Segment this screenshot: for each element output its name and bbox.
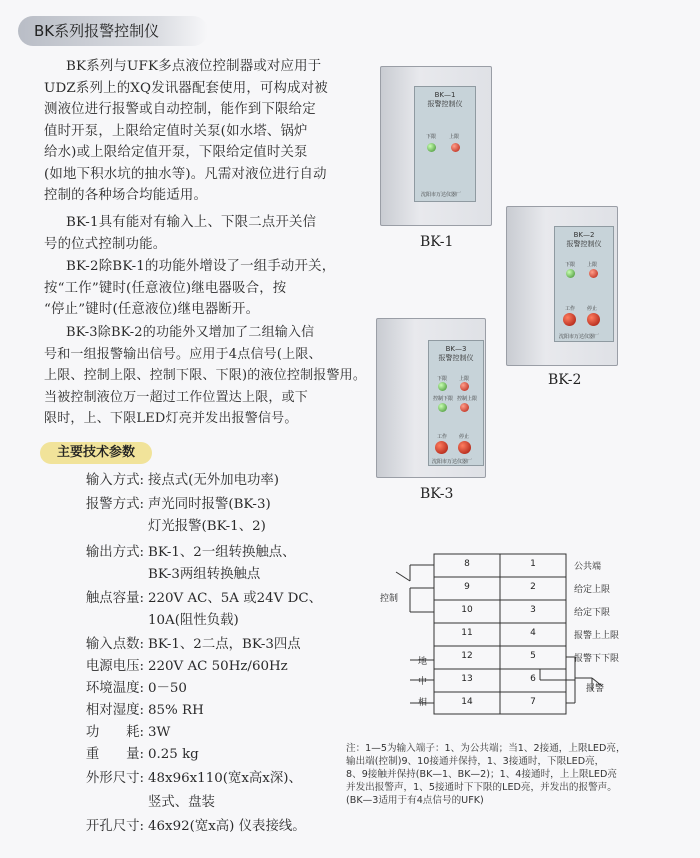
terminal-number: 10 bbox=[461, 605, 473, 615]
note-line: 并发出报警声，1、5接通时下下限的LED亮，并发出的报警声。 bbox=[346, 782, 617, 793]
work-button-icon bbox=[435, 441, 448, 454]
stop-button-icon bbox=[458, 441, 471, 454]
spec-value: BK-3两组转换触点 bbox=[148, 567, 261, 582]
spec-row bbox=[0, 494, 700, 516]
device-front-panel bbox=[554, 226, 614, 342]
bk1-description bbox=[44, 212, 316, 255]
spec-label: 电源电压: bbox=[85, 659, 144, 674]
bk3-desc-line: 当被控制液位万一超过工作位置达上限，或下 bbox=[44, 389, 309, 405]
device-subtitle: 报警控制仪 bbox=[438, 354, 474, 362]
led-label: 下限 bbox=[437, 376, 448, 382]
terminal-number: 7 bbox=[530, 697, 536, 707]
maker-label: 沈阳市万达仪器厂 bbox=[559, 334, 600, 340]
terminal-number: 14 bbox=[461, 697, 473, 707]
led-label: 上限 bbox=[459, 376, 470, 382]
bk2-desc-line: BK-2除BK-1的功能外增设了一组手动开关， bbox=[66, 259, 336, 274]
maker-label: 沈阳市万达仪器厂 bbox=[421, 192, 462, 198]
note-line: 注：1—5为输入端子：1、为公共端；当1、2接通，上限LED亮， bbox=[346, 743, 626, 754]
spec-value: 声光同时报警(BK-3) bbox=[148, 497, 271, 512]
spec-value: 220V AC、5A 或24V DC、 bbox=[148, 591, 322, 606]
upper-limit-led-icon bbox=[460, 382, 469, 391]
intro-line: (如地下积水坑的抽水等)。凡需对液位进行自动 bbox=[44, 166, 327, 182]
work-button-icon bbox=[563, 313, 576, 326]
intro-line: 测液位进行报警或自动控制，能作到下限给定 bbox=[44, 102, 316, 117]
bk2-description bbox=[44, 256, 335, 321]
bk3-caption: BK-3 bbox=[420, 486, 454, 502]
bk1-device-image bbox=[380, 66, 492, 226]
spec-value: 0－50 bbox=[148, 681, 187, 696]
terminal-number: 13 bbox=[461, 674, 473, 684]
spec-value: 220V AC 50Hz/60Hz bbox=[148, 659, 288, 674]
maker-label: 沈阳市万达仪器厂 bbox=[432, 459, 473, 465]
intro-line: 控制的各种场合均能适用。 bbox=[44, 188, 208, 203]
intro-line: UDZ系列上的XQ发讯器配套使用，可构成对被 bbox=[44, 80, 328, 96]
terminal-number: 12 bbox=[461, 651, 473, 661]
spec-value: 灯光报警(BK-1、2) bbox=[148, 519, 266, 534]
spec-label: 输入方式: bbox=[85, 473, 144, 488]
specs-heading: 主要技术参数 bbox=[40, 442, 152, 464]
page-title: BK系列报警控制仪 bbox=[18, 16, 208, 46]
note-line: 输出端(控制)9、10接通并保持，1、3接通时，下限LED亮， bbox=[346, 756, 605, 767]
alarm-label: 报警 bbox=[586, 684, 605, 694]
terminal-number: 1 bbox=[530, 559, 536, 569]
button-label: 工作 bbox=[437, 434, 448, 440]
button-label: 停止 bbox=[459, 434, 470, 440]
spec-label: 输入点数: bbox=[85, 637, 144, 652]
button-label: 工作 bbox=[565, 306, 576, 312]
intro-line: BK系列与UFK多点液位控制器或对应用于 bbox=[66, 59, 322, 74]
device-subtitle: 报警控制仪 bbox=[566, 240, 602, 248]
note-line: 8、9接触并保持(BK—1、BK—2)；1、4接通时，上上限LED亮 bbox=[346, 769, 617, 780]
bk1-desc-line: 号的位式控制功能。 bbox=[44, 236, 167, 252]
device-subtitle: 报警控制仪 bbox=[427, 100, 463, 108]
stop-button-icon bbox=[587, 313, 600, 326]
led-label: 上限 bbox=[587, 262, 598, 268]
spec-row bbox=[0, 516, 700, 538]
terminal-number: 6 bbox=[530, 674, 536, 684]
bk2-desc-line: 按“工作”键时(任意液位)继电器吸合，按 bbox=[44, 280, 287, 296]
spec-value: BK-1、2二点，BK-3四点 bbox=[148, 637, 301, 652]
device-front-panel bbox=[414, 86, 476, 202]
ground-label: 地 bbox=[418, 657, 428, 667]
bk3-desc-line: 上限、控制上限、控制下限、下限)的液位控制报警用。 bbox=[44, 368, 367, 383]
spec-value: BK-1、2一组转换触点、 bbox=[148, 545, 296, 560]
spec-value: 46x92(宽x高) 仪表接线。 bbox=[148, 819, 306, 834]
bk3-desc-line: 号和一组报警输出信号。应用于4点信号(上限、 bbox=[44, 346, 322, 362]
bk3-desc-line: BK-3除BK-2的功能外又增加了二组输入信 bbox=[66, 325, 315, 340]
bk2-caption: BK-2 bbox=[548, 372, 582, 388]
terminal-number: 3 bbox=[530, 605, 536, 615]
bk2-device-image bbox=[506, 206, 618, 366]
spec-label: 相对湿度: bbox=[85, 703, 144, 718]
bk3-device-image bbox=[376, 318, 486, 478]
spec-value: 3W bbox=[148, 725, 171, 740]
intro-paragraph bbox=[44, 56, 328, 207]
lower-limit-led-icon bbox=[427, 143, 436, 152]
phase-label: 相 bbox=[418, 698, 428, 708]
led-label: 下限 bbox=[565, 262, 576, 268]
device-model-label: BK—1 bbox=[434, 91, 456, 99]
button-label: 停止 bbox=[587, 306, 598, 312]
spec-label: 功 耗: bbox=[85, 725, 144, 740]
upper-limit-led-icon bbox=[451, 143, 460, 152]
led-label: 控制上限 bbox=[457, 396, 478, 402]
lower-limit-led-icon bbox=[438, 382, 447, 391]
terminal-description: 报警上上限 bbox=[574, 631, 620, 641]
spec-label: 触点容量: bbox=[85, 591, 144, 606]
bk3-description bbox=[44, 322, 366, 430]
neutral-label: 中 bbox=[418, 677, 428, 687]
terminal-number: 8 bbox=[464, 559, 470, 569]
spec-row bbox=[0, 722, 700, 744]
spec-label: 报警方式: bbox=[85, 497, 144, 512]
control-upper-led-icon bbox=[460, 403, 469, 412]
spec-value: 48x96x110(宽x高x深)、 bbox=[148, 771, 302, 786]
terminal-number: 5 bbox=[530, 651, 536, 661]
bk1-caption: BK-1 bbox=[420, 234, 454, 250]
spec-value: 竖式、盘装 bbox=[148, 795, 215, 810]
spec-value: 10A(阻性负载) bbox=[148, 613, 239, 628]
control-label: 控制 bbox=[380, 594, 399, 604]
wiring-notes bbox=[346, 742, 626, 807]
device-model-label: BK—3 bbox=[445, 345, 467, 353]
spec-label: 外形尺寸: bbox=[85, 771, 144, 786]
device-front-panel bbox=[428, 340, 484, 466]
bk2-desc-line: “停止”键时(任意液位)继电器断开。 bbox=[44, 302, 260, 317]
lower-limit-led-icon bbox=[566, 269, 575, 278]
spec-label: 重 量: bbox=[85, 747, 144, 762]
spec-row bbox=[0, 470, 700, 492]
led-label: 上限 bbox=[449, 134, 460, 140]
spec-label: 输出方式: bbox=[85, 545, 144, 560]
spec-value: 接点式(无外加电功率) bbox=[148, 473, 279, 488]
terminal-description: 给定下限 bbox=[574, 608, 611, 618]
control-lower-led-icon bbox=[438, 403, 447, 412]
spec-value: 0.25 kg bbox=[148, 747, 199, 762]
spec-label: 环境温度: bbox=[85, 681, 144, 696]
led-label: 控制下限 bbox=[433, 396, 454, 402]
spec-row bbox=[0, 816, 700, 838]
terminal-number: 2 bbox=[530, 582, 536, 592]
terminal-description: 报警下下限 bbox=[574, 654, 620, 664]
terminal-number: 9 bbox=[464, 582, 470, 592]
bk3-desc-line: 限时，上、下限LED灯亮并发出报警信号。 bbox=[44, 411, 298, 426]
spec-value: 85% RH bbox=[148, 703, 204, 718]
spec-label: 开孔尺寸: bbox=[85, 819, 144, 834]
note-line: (BK—3适用于有4点信号的UFK) bbox=[346, 795, 484, 806]
terminal-number: 4 bbox=[530, 628, 536, 638]
terminal-description: 给定上限 bbox=[574, 585, 611, 595]
bk1-desc-line: BK-1具有能对有输入上、下限二点开关信 bbox=[66, 215, 317, 230]
intro-line: 值时开泵，上限给定值时关泵(如水塔、锅炉 bbox=[44, 123, 308, 139]
led-label: 下限 bbox=[426, 134, 437, 140]
terminal-number: 11 bbox=[461, 628, 473, 638]
terminal-description: 公共端 bbox=[574, 562, 602, 572]
upper-limit-led-icon bbox=[589, 269, 598, 278]
device-model-label: BK—2 bbox=[573, 231, 595, 239]
intro-line: 给水)或上限给定值开泵，下限给定值时关泵 bbox=[44, 145, 308, 160]
